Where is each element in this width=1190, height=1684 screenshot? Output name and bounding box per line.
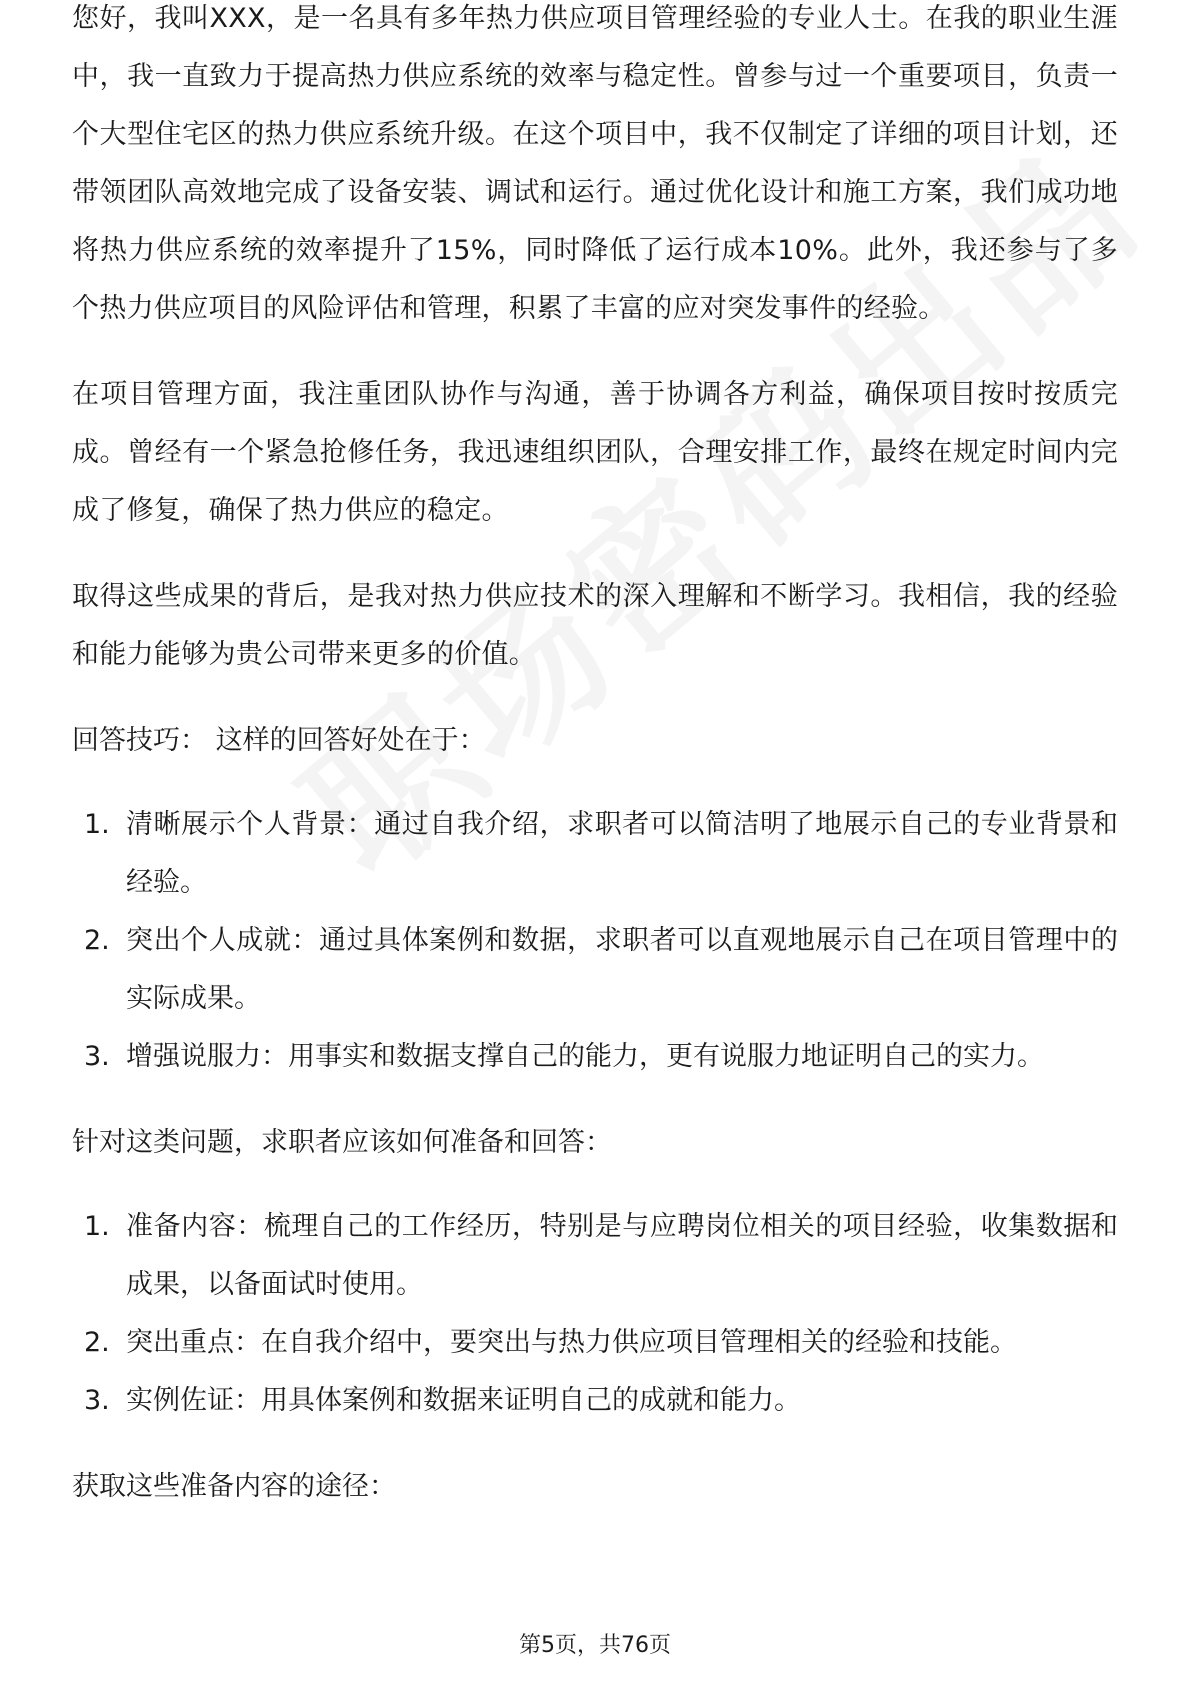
tips-label: 回答技巧： 这样的回答好处在于：	[72, 725, 486, 756]
list-text: 实例佐证：用具体案例和数据来证明自己的成就和能力。	[126, 1385, 801, 1416]
tips-list	[72, 796, 1118, 1086]
list-number: 3.	[84, 1041, 110, 1072]
document-body	[72, 3, 1118, 1542]
list-item	[72, 1372, 1118, 1430]
page-number: 第5页，共76页	[519, 1633, 671, 1658]
list-text: 突出重点：在自我介绍中，要突出与热力供应项目管理相关的经验和技能。	[126, 1327, 1017, 1358]
list-text: 突出个人成就：通过具体案例和数据，求职者可以直观地展示自己在项目管理中的实际成果。	[126, 925, 1118, 1014]
list-number: 3.	[84, 1385, 110, 1416]
sources-label: 获取这些准备内容的途径：	[72, 1471, 396, 1502]
prep-list	[72, 1198, 1118, 1430]
list-item	[72, 1028, 1118, 1086]
list-number: 1.	[84, 809, 110, 840]
list-item	[72, 1198, 1118, 1314]
list-number: 2.	[84, 925, 110, 956]
list-text: 清晰展示个人背景：通过自我介绍，求职者可以简洁明了地展示自己的专业背景和经验。	[126, 809, 1118, 898]
prep-label: 针对这类问题，求职者应该如何准备和回答：	[72, 1127, 612, 1158]
list-number: 1.	[84, 1211, 110, 1242]
list-text: 增强说服力：用事实和数据支撑自己的能力，更有说服力地证明自己的实力。	[126, 1041, 1044, 1072]
list-text: 准备内容：梳理自己的工作经历，特别是与应聘岗位相关的项目经验，收集数据和成果，以备面试时使用。	[126, 1211, 1118, 1300]
intro-paragraph: 您好，我叫XXX，是一名具有多年热力供应项目管理经验的专业人士。在我的职业生涯中，我一直致力于提高热力供应系统的效率与稳定性。曾参与过一个重要项目，负责一个大型住宅区的热力供应系统升级。在这个项目中，我不仅制定了详细的项目计划，还带领团队高效地完成了设备安装、调试和运行。通过优化设计和施工方案，我们成功地将热力供应系统的效率提升了15%，同时降低了运行成本10%。此外，我还参与了多个热力供应项目的风险评估和管理，积累了丰富的应对突发事件的经验。	[72, 3, 1118, 324]
list-item	[72, 1314, 1118, 1372]
list-item	[72, 912, 1118, 1028]
teamwork-paragraph: 在项目管理方面，我注重团队协作与沟通，善于协调各方利益，确保项目按时按质完成。曾经有一个紧急抢修任务，我迅速组织团队，合理安排工作，最终在规定时间内完成了修复，确保了热力供应的稳定。	[72, 379, 1118, 526]
list-item	[72, 796, 1118, 912]
list-number: 2.	[84, 1327, 110, 1358]
closing-paragraph: 取得这些成果的背后，是我对热力供应技术的深入理解和不断学习。我相信，我的经验和能力能够为贵公司带来更多的价值。	[72, 581, 1118, 670]
